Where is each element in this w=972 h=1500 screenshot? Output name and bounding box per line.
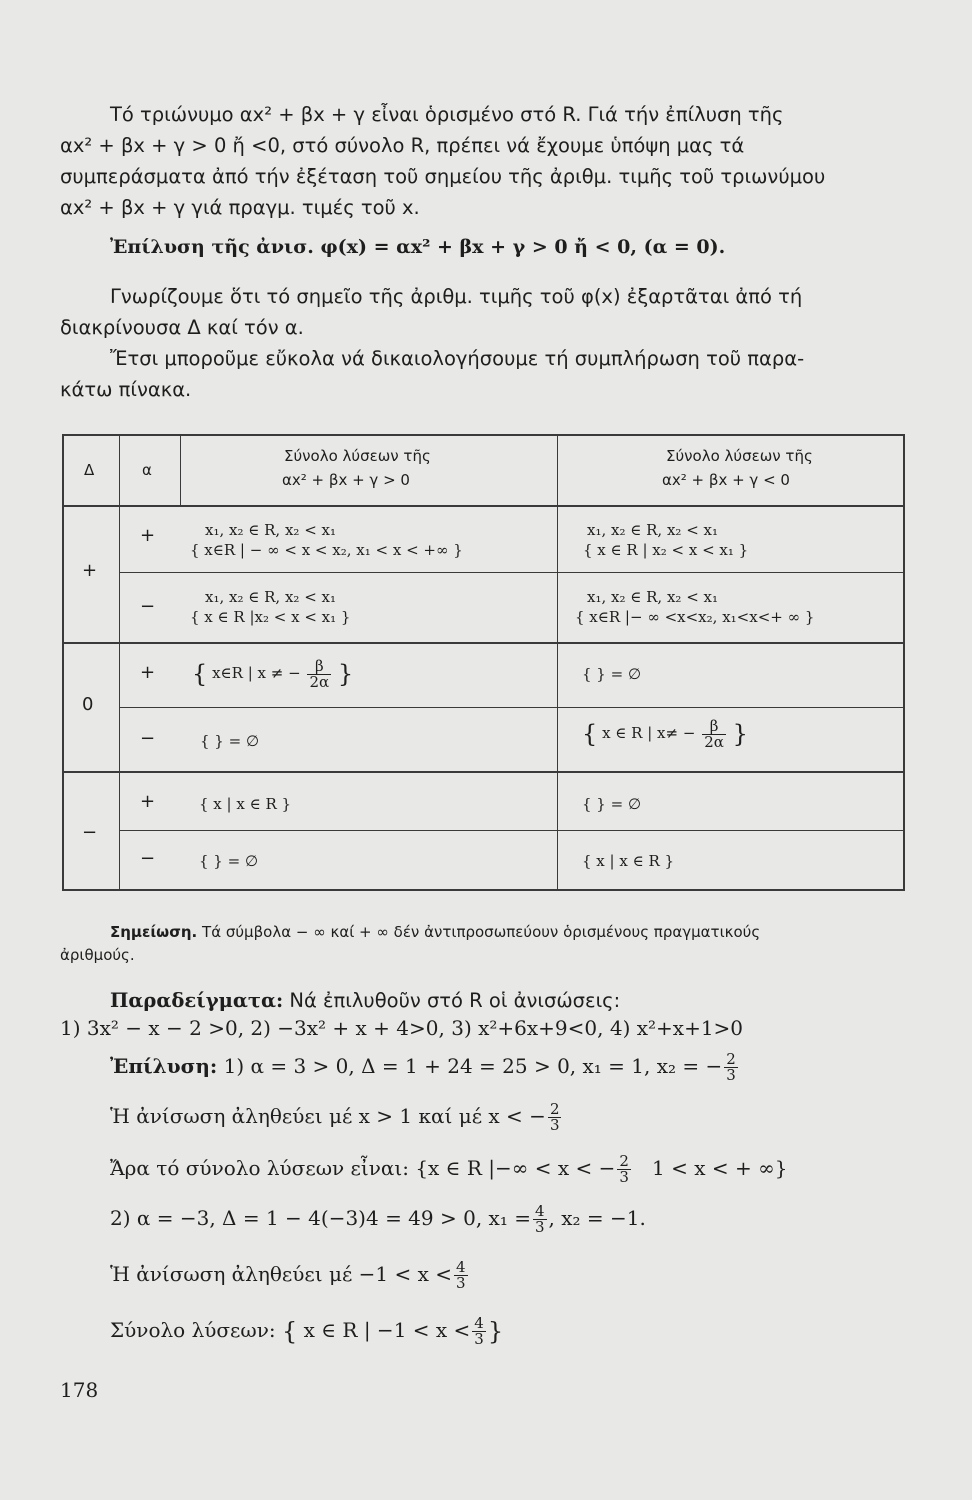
note-line-1: Σημείωση. Τά σύμβολα − ∞ καί + ∞ δέν ἀντιπροσωπεύουν ὁρισμένους πραγματικούς xyxy=(110,923,761,941)
alpha-plus-3: + xyxy=(140,791,156,812)
examples-heading: Παραδείγματα: Νά ἐπιλυθοῦν στό R οἱ ἀνισώσεις: xyxy=(110,989,621,1012)
intro-line-1: Τό τριώνυμο αx² + βx + γ εἶναι ὁρισμένο στό R. Γιά τήν ἐπίλυση τῆς xyxy=(110,103,784,126)
header-gt-line2: αx² + βx + γ > 0 xyxy=(282,471,410,489)
r2-lt-set: { x∈R |− ∞ <x<x₂, x₁<x<+ ∞ } xyxy=(575,608,815,626)
r6-lt-set: { x | x ∈ R } xyxy=(582,852,675,870)
header-gt-line1: Σύνολο λύσεων τῆς xyxy=(284,447,431,465)
alpha-plus-1: + xyxy=(140,525,156,546)
alpha-plus-2: + xyxy=(140,662,156,683)
r3-lt-set: { } = ∅ xyxy=(582,665,642,683)
examples-list: 1) 3x² − x − 2 >0, 2) −3x² + x + 4>0, 3) x²+6x+9<0, 4) x²+x+1>0 xyxy=(60,1016,744,1040)
r3-gt-set: { x∈R | x ≠ − $\frac{\beta}{2\alpha}$ } xyxy=(192,656,354,691)
delta-negative: − xyxy=(82,822,98,843)
intro-line-3: συμπεράσματα ἀπό τήν ἐξέταση τοῦ σημείου τῆς ἀριθμ. τιμῆς τοῦ τριωνύμου xyxy=(60,165,826,188)
solution-1-holds: Ἡ ἀνίσωση ἀληθεύει μέ x > 1 καί μέ x < − $\frac{2}{3}$ xyxy=(110,1100,560,1134)
r6-gt-set: { } = ∅ xyxy=(199,852,259,870)
r4-gt-set: { } = ∅ xyxy=(200,732,260,750)
r1-lt-set: { x ∈ R | x₂ < x < x₁ } xyxy=(583,541,749,559)
r1-gt-set: { x∈R | − ∞ < x < x₂, x₁ < x < +∞ } xyxy=(190,541,463,559)
intro-line-4: αx² + βx + γ γιά πραγμ. τιμές τοῦ x. xyxy=(60,196,420,219)
alpha-minus-3: − xyxy=(140,848,156,869)
r2-gt-set: { x ∈ R |x₂ < x < x₁ } xyxy=(190,608,351,626)
delta-zero: 0 xyxy=(82,694,94,715)
r2-lt-roots: x₁, x₂ ∈ R, x₂ < x₁ xyxy=(587,588,719,606)
header-lt-line2: αx² + βx + γ < 0 xyxy=(662,471,790,489)
r1-lt-roots: x₁, x₂ ∈ R, x₂ < x₁ xyxy=(587,521,719,539)
alpha-minus-2: − xyxy=(140,728,156,749)
intro-line-2: αx² + βx + γ > 0 ἤ <0, στό σύνολο R, πρέπει νά ἔχουμε ὑπόψη μας τά xyxy=(60,134,745,157)
r2-gt-roots: x₁, x₂ ∈ R, x₂ < x₁ xyxy=(205,588,337,606)
section-heading: Ἐπίλυση τῆς ἀνισ. φ(x) = αx² + βx + γ > 0 ἤ < 0, (α = 0). xyxy=(110,236,726,258)
note-line-2: ἀριθμούς. xyxy=(60,946,135,964)
r4-lt-set: { x ∈ R | x≠ − $\frac{\beta}{2\alpha}$ } xyxy=(582,716,748,751)
r5-lt-set: { } = ∅ xyxy=(582,795,642,813)
header-delta: Δ xyxy=(84,461,95,479)
para1-line-1: Γνωρίζουμε ὅτι τό σημεῖο τῆς ἀριθμ. τιμῆς τοῦ φ(x) ἐξαρτᾶται ἀπό τή xyxy=(110,285,803,308)
solution-1-set: Ἄρα τό σύνολο λύσεων εἶναι: {x ∈ R |−∞ < x < − $\frac{2}{3}$ 1 < x < + ∞} xyxy=(110,1152,788,1186)
solution-2-set: Σύνολο λύσεων: { x ∈ R | −1 < x < $\frac{4}{3}$ } xyxy=(110,1314,504,1348)
para2-line-1: Ἔτσι μποροῦμε εὔκολα νά δικαιολογήσουμε τή συμπλήρωση τοῦ παρα- xyxy=(110,347,805,370)
r5-gt-set: { x | x ∈ R } xyxy=(199,795,292,813)
header-lt-line1: Σύνολο λύσεων τῆς xyxy=(666,447,813,465)
solution-2-holds: Ἡ ἀνίσωση ἀληθεύει μέ −1 < x < $\frac{4}{3}$ xyxy=(110,1258,466,1292)
header-alpha: α xyxy=(142,461,152,479)
solution-2: 2) α = −3, Δ = 1 − 4(−3)4 = 49 > 0, x₁ = $\frac{4}{3}$ , x₂ = −1. xyxy=(110,1202,646,1236)
delta-positive: + xyxy=(82,560,98,581)
para2-line-2: κάτω πίνακα. xyxy=(60,378,192,401)
para1-line-2: διακρίνουσα Δ καί τόν α. xyxy=(60,316,304,339)
solution-1: Ἐπίλυση: 1) α = 3 > 0, Δ = 1 + 24 = 25 > 0, x₁ = 1, x₂ = − $\frac{2}{3}$ xyxy=(110,1050,736,1084)
alpha-minus-1: − xyxy=(140,596,156,617)
page-number: 178 xyxy=(60,1378,99,1402)
r1-gt-roots: x₁, x₂ ∈ R, x₂ < x₁ xyxy=(205,521,337,539)
